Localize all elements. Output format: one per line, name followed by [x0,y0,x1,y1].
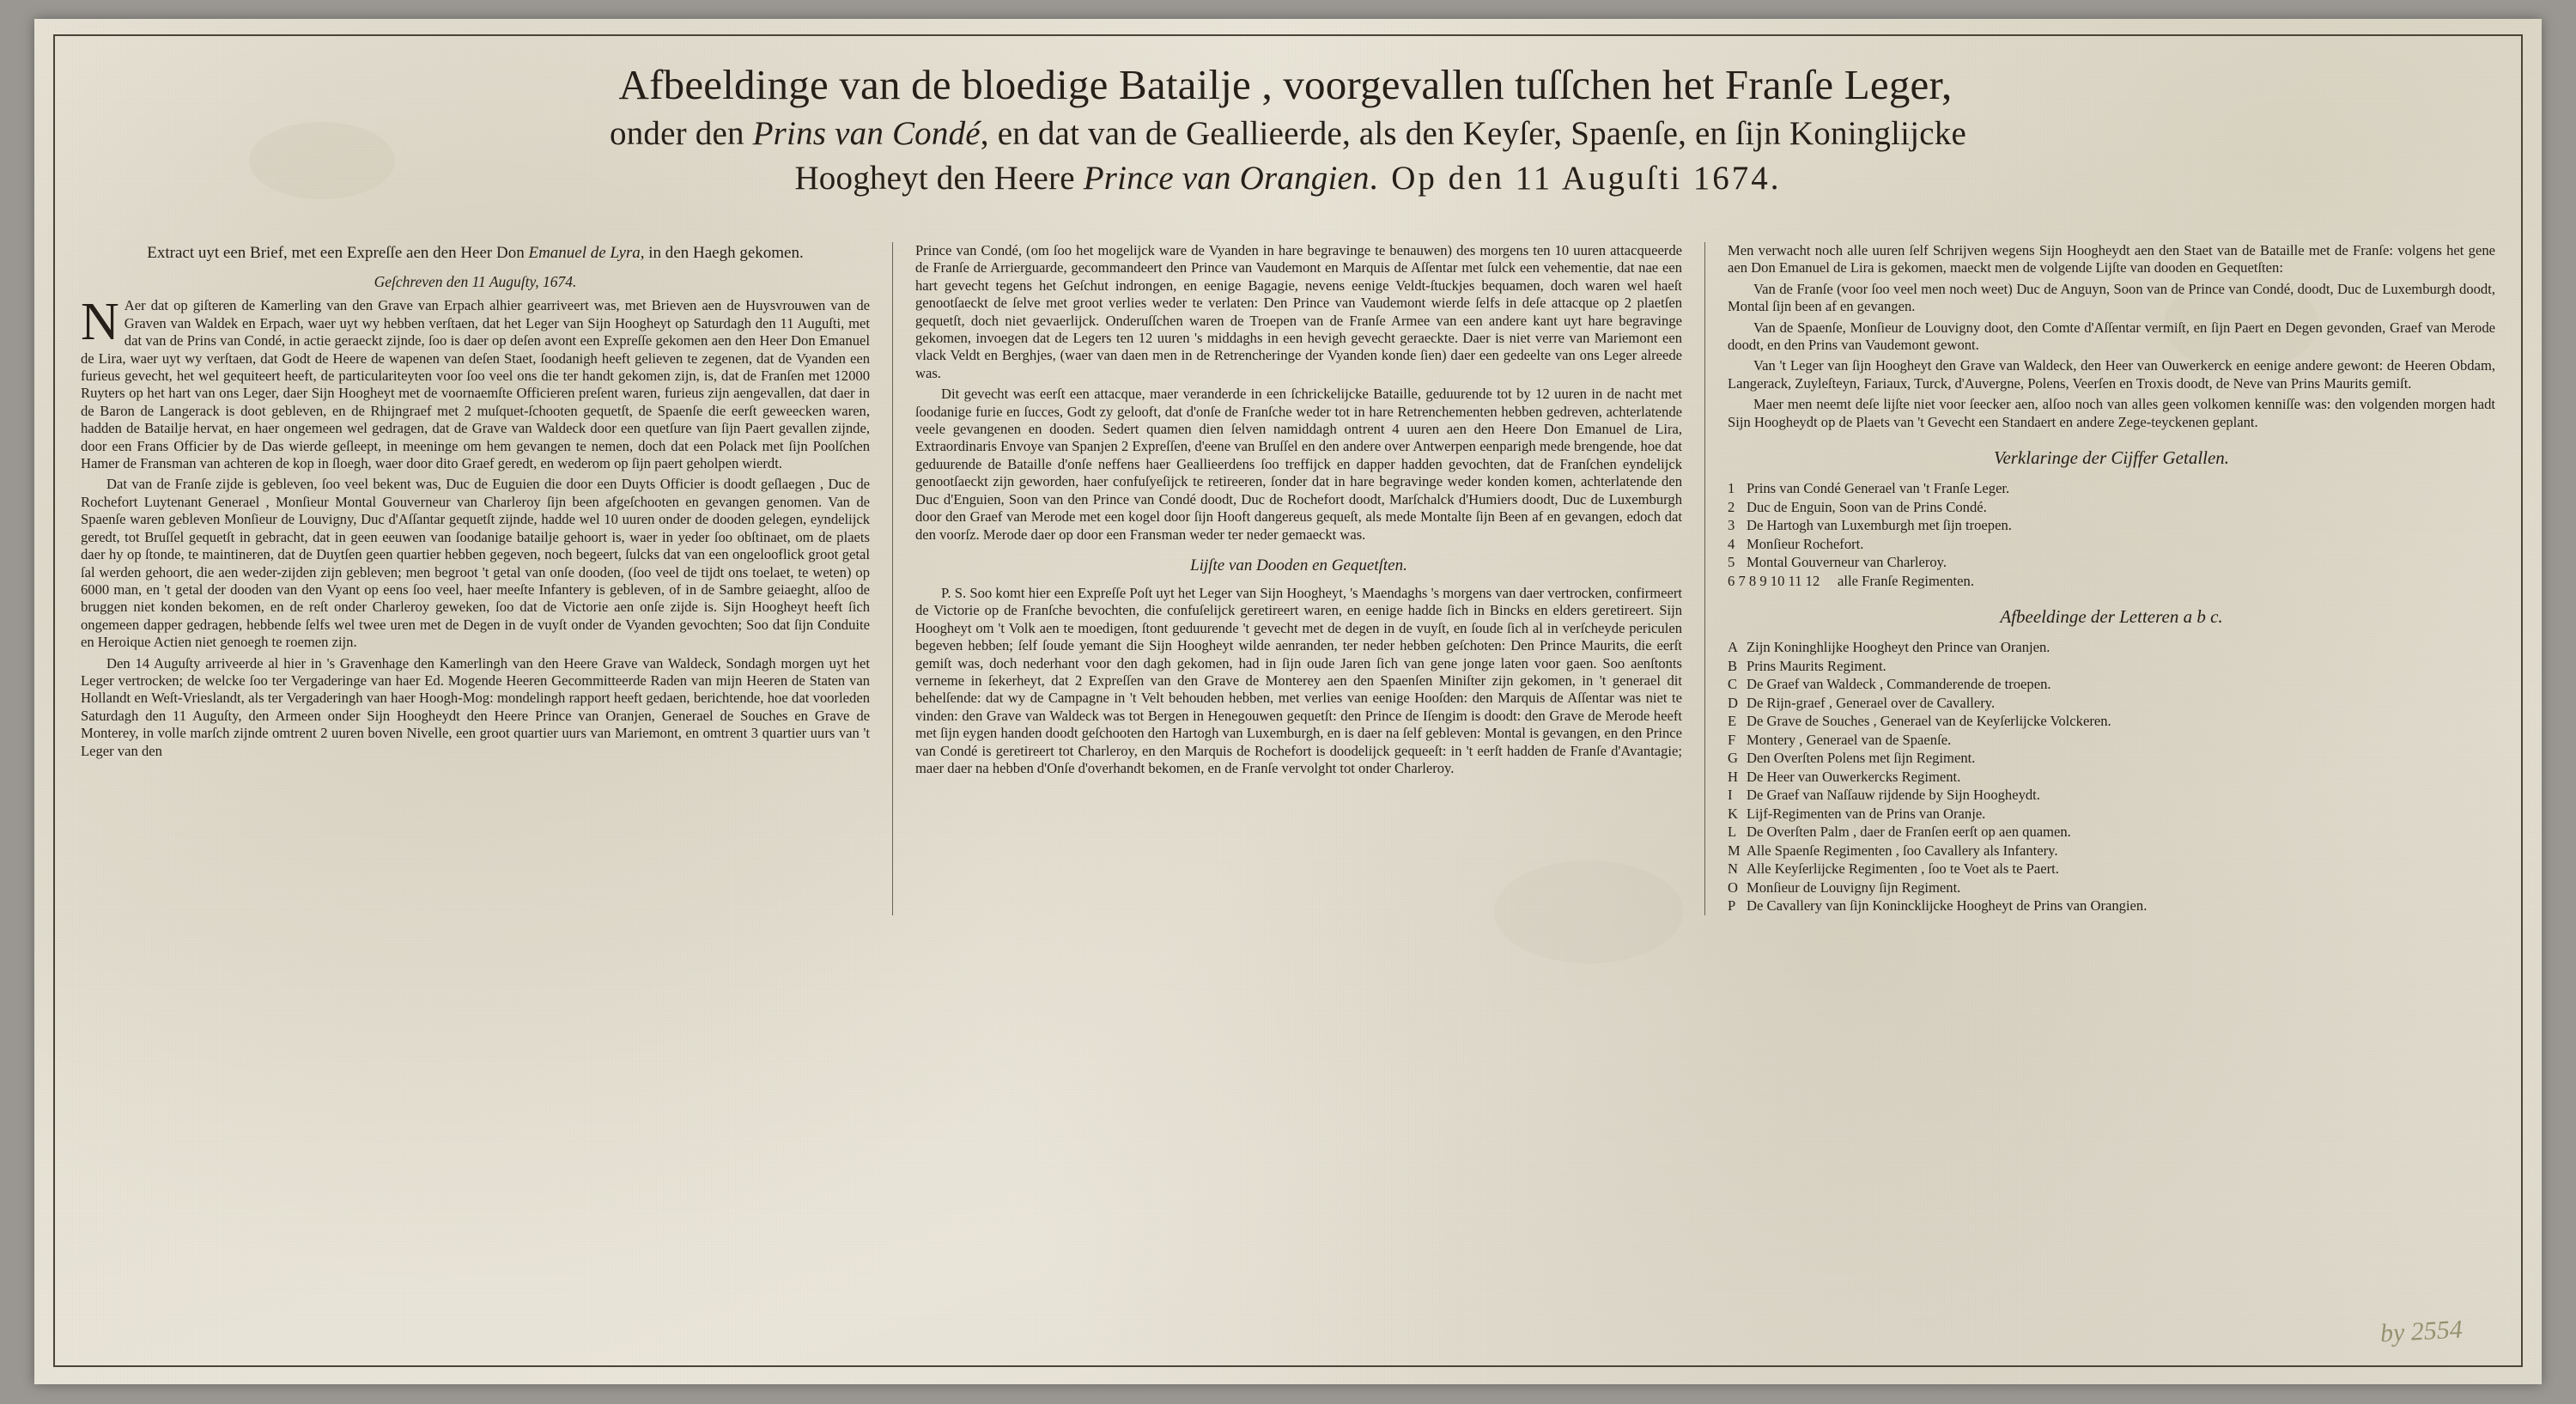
column-3-paragraph-1: Men verwacht noch alle uuren ſelf Schrijven wegens Sijn Hoogheydt aen den Staet van de Bataille met de Franſe: volgens het gene aen Don Emanuel de Lira is gekomen, maeckt men de volgende Lijſte van dooden en Gequetſten: [1728,242,2495,277]
column-3-paragraph-4: Van 't Leger van ſijn Hoogheyt den Grave van Waldeck, den Heer van Ouwerkerck en eenige andere gewont: de Heeren Obdam, Langerack, Zuyleſteyn, Fariaux, Turck, d'Auvergne, Polens, Veerſen en Troxis doodt, de Neve van Prins Maurits gemiſt. [1728,357,2495,392]
column-1 [81,242,893,915]
headline-line-3-a: Hoogheyt den Heere [794,160,1084,197]
letter-key-p: P [1728,897,1736,915]
column-1-paragraph-1-text: Aer dat op giſteren de Kamerling van den Grave van Erpach alhier gearriveert was, met Brieven aen de Huysvrouwen van de Graven van Waldek en Erpach, waer uyt wy hebben verſtaen, dat het Leger van Sijn Hoogheyt op Saturdagh den 11 Auguſti, met dat van de Prins van Condé, in actie geraeckt zijnde, ſoo is daer op deſen avont een Expreſſe gekomen aen den Heer Don Emanuel de Lira, waer uyt wy verſtaen, dat Godt de Heere de wapenen van deſen Staet, ſoodanigh heeft gelieven te zegenen, dat de Vyanden een furieus gevecht, het wel gequiteert heeft, de particulariteyten voor ſoo veel ons die ter handt gekomen zijn, is, dat de Franſen met 12000 Ruyters op het hart van ons Leger, daer Sijn Hoogheyt met de voornaemſte Officieren preſent waren, furieus zijn aengevallen, dat daer in de Baron de Langerack is doot gebleven, en de Rhijngraef met 2 muſquet-ſchooten gequetſt, de Spaenſe die eerſt geweecken waren, hadden de Batailje hervat, en haer ongemeen wel gedragen, dat de Grave van Waldeck door een quetſure van ſijn Paert gevallen zijnde, door een Frans Officier by de Das wierde geſleept, in meeninge om hem gevangen te nemen, doch dat een Polack met ſijn Poolſchen Hamer de Fransman van achteren de kop in ſloegh, waer door dito Graef geredt, en wederom op ſijn paert geholpen wierdt. [81,297,870,472]
letter-value-c: De Graef van Waldeck , Commanderende de troepen. [1747,676,2051,693]
letter-intro-b: , in den Haegh gekomen. [640,244,804,262]
letter-intro-recipient: Emanuel de Lyra [528,244,641,262]
list-item [1728,535,2495,554]
letter-key-o: O [1728,878,1738,896]
letter-dateline: Geſchreven den 11 Auguſty, 1674. [374,273,577,290]
column-3-paragraph-3: Van de Spaenſe, Monſieur de Louvigny doot, den Comte d'Aſſentar vermiſt, en ſijn Paert en Degen gevonden, Graef van Merode doodt, en den Prins van Vaudemont gewont. [1728,319,2495,354]
headline-line-1: Afbeeldinge van de bloedige Batailje , voorgevallen tuſſchen het Franſe Leger, [618,61,1953,108]
cipher-value-2: Duc de Enguin, Soon van de Prins Condé. [1747,498,1987,515]
letter-key-h: H [1728,768,1738,785]
letter-key-b: B [1728,657,1738,674]
letter-key-n: N [1728,860,1738,878]
list-item [1728,712,2495,731]
headline-line-3-b: . Op den 11 Auguſti 1674. [1369,160,1782,197]
column-1-paragraph-2: Dat van de Franſe zijde is gebleven, ſoo veel bekent was, Duc de Euguien die door een Duyts Officier is doodt geſlaegen , Duc de Rochefort Luytenant Generael , Monſieur Montal Gouverneur van Charleroy ſijn been afgeſchooten en gevangen genomen. Van de Spaenſe waren gebleven Monſieur de Louvigny, Duc d'Aſſantar gequetſt zijnde, hadde wel 10 uuren onder de dooden gelegen, eyndelijck geredt, tot Bruſſel gequetſt in gebracht, dat in geen eeuwen van ſoodanige batailje gehoort is, waer in yeder ſoo obſtinaet, om de plaets daer hy op ſtonde, te maintineren, dat de Duytſen geen quartier hebben gegeven, noch begeert, ſulcks dat van een ongelooflick groot getal ſal werden gehoort, die aen weder-zijden zijn gebleven; men begroot 't getal van onſe dooden, (ſoo veel de tijdt ons toelaet, te weten) op 6000 man, en 't getal der dooden van den Vyant op eens ſoo veel, haer meeſte Infantery is gebleven, of in de Sambre geiaeght, alſoo de bruggen niet konden bekomen, en de reſt onder Charleroy geweken, ſoo dat de Victorie aen onſe zijde is. Sijn Hoogheyt heeft ſich ongemeen dapper gedragen, hebbende ſelfs wel twee uren met de Degen in de vuyſt onder de Vyanden gevochten; Soo dat ſijn Conduite en Heroique Actien niet genoegh te roemen zijn. [81,476,870,651]
list-item [1728,768,2495,787]
letter-key-list [1728,638,2495,915]
paper-sheet [34,19,2542,1384]
letter-key-k: K [1728,805,1738,822]
letter-value-e: De Grave de Souches , Generael van de Keyſerlijcke Volckeren. [1747,713,2111,730]
letter-value-f: Montery , Generael van de Spaenſe. [1747,731,1952,748]
letter-value-a: Zijn Koninghlijke Hoogheyt den Prince van Oranjen. [1747,639,2050,656]
cipher-key-2: 2 [1728,498,1735,515]
letter-key-f: F [1728,731,1736,748]
headline-line-2 [81,112,2495,156]
cipher-key-list [1728,479,2495,590]
letter-value-h: De Heer van Ouwerkercks Regiment. [1747,768,1961,785]
letter-key-a: A [1728,639,1738,656]
cipher-value-5: Montal Gouverneur van Charleroy. [1747,554,1947,571]
list-item [1728,896,2495,915]
list-item [1728,749,2495,768]
cipher-key-4: 4 [1728,535,1735,552]
cipher-key-1: 1 [1728,480,1735,497]
letter-key-l: L [1728,824,1737,841]
list-item [1728,860,2495,878]
letter-key-heading: Afbeeldinge der Letteren a b c. [2000,606,2223,628]
casualty-list-heading: Lijſte van Dooden en Gequetſten. [1190,556,1407,574]
pencil-inventory-mark: by 2554 [2379,1315,2464,1348]
headline-line-2-b: , en dat van de Geallieerde, als den Keyſer, Spaenſe, en ſijn Koninglijcke [980,115,1966,152]
list-item [1728,638,2495,657]
headline-line-3-italic: Prince van Orangien [1083,160,1370,197]
letter-value-d: De Rijn-graef , Generael over de Cavallery. [1747,694,1996,711]
letter-key-d: D [1728,694,1738,711]
list-item [1728,553,2495,572]
letter-value-m: Alle Spaenſe Regimenten , ſoo Cavallery als Infantery. [1747,842,2058,859]
list-item [1728,731,2495,750]
letter-key-e: E [1728,713,1737,730]
drop-cap: N [81,293,119,352]
letter-key-c: C [1728,676,1738,693]
list-item [1728,694,2495,713]
letter-value-l: De Overſten Palm , daer de Franſen eerſt op aen quamen. [1747,824,2071,841]
list-item [1728,842,2495,860]
letter-value-g: Den Overſten Polens met ſijn Regiment. [1747,750,1976,767]
headline-line-2-a: onder den [610,115,753,152]
column-2 [893,242,1705,915]
cipher-value-4: Monſieur Rochefort. [1747,535,1864,552]
cipher-key-heading: Verklaringe der Cijffer Getallen. [1993,447,2230,469]
cipher-value-3: De Hartogh van Luxemburgh met ſijn troepen. [1747,517,2012,534]
list-item [1728,823,2495,842]
list-item [1728,516,2495,535]
list-item [1728,572,2495,591]
column-1-paragraph-1 [81,293,870,472]
headline-line-3 [81,156,2495,201]
letter-value-b: Prins Maurits Regiment. [1747,657,1886,674]
list-item [1728,786,2495,805]
cipher-key-5: 5 [1728,554,1735,571]
cipher-value-6-12: alle Franſe Regimenten. [1838,572,1974,589]
column-3 [1705,242,2495,915]
cipher-key-6-12: 6 7 8 9 10 11 12 [1728,572,1820,589]
list-item [1728,657,2495,676]
letter-value-n: Alle Keyſerlijcke Regimenten , ſoo te Voet als te Paert. [1747,860,2059,878]
column-3-paragraph-5: Maer men neemt deſe lijſte niet voor ſeecker aen, alſoo noch van alles geen volkomen kenniſſe was: den volgenden morgen hadt Sijn Hoogheydt op de Plaets van 't Gevecht een Standaert en andere Zege-teyckenen geplant. [1728,396,2495,430]
cipher-key-3: 3 [1728,517,1735,534]
letter-value-o: Monſieur de Louvigny ſijn Regiment. [1747,878,1961,896]
letter-key-g: G [1728,750,1738,767]
column-1-paragraph-3: Den 14 Auguſty arriveerde al hier in 's Gravenhage den Kamerlingh van den Heere Grave van Waldeck, Sondagh morgen uyt het Leger vertrocken; de welcke ſoo ter Vergaderinge van haer Ed. Mogende Heeren Gecommitteerde Raden van mijn Heeren de Staten van Hollandt en Weſt-Vrieslandt, als ter Vergaderingh van haer Hoogh-Mog: mondelingh rapport heeft gedaen, berichtende, hoe dat voorleden Saturdagh den 11 Auguſty, den Armeen onder Sijn Hoogheydt den Heere Prince van Oranjen, Generael de Souches en Grave de Monterey, in volle marſch zijnde omtrent 2 uuren boven Nivelle, een groot quartier uurs van Mariemont, en omtrent 3 quartier uurs van 't Leger van den [81,654,870,759]
letter-intro-a: Extract uyt een Brief, met een Expreſſe aen den Heer Don [147,244,529,262]
broadsheet-content [81,58,2495,1346]
list-item [1728,675,2495,694]
list-item [1728,878,2495,897]
text-columns [81,242,2495,915]
letter-key-i: I [1728,787,1733,804]
letter-value-i: De Graef van Naſſauw rijdende by Sijn Hoogheydt. [1747,787,2040,804]
letter-value-p: De Cavallery van ſijn Konincklijcke Hoogheyt de Prins van Orangien. [1747,897,2148,915]
list-item [1728,805,2495,824]
letter-value-k: Lijf-Regimenten van de Prins van Oranje. [1747,805,1986,822]
column-2-paragraph-2: Dit gevecht was eerſt een attacque, maer veranderde in een ſchrickelijcke Bataille, geduurende tot by 12 uuren in de nacht met ſoodanige furie en ſucces, Godt zy gelooft, dat d'onſe de Franſche weder tot in hare Retrenchementen hebben gedreven, achterlatende veele gevangenen en dooden. Sedert quamen dien ſelven namiddagh ontrent 4 uuren aen den Heere Don Emanuel de Lira, Extraordinaris Envoye van Spanjen 2 Expreſſen, d'eene van Bruſſel en den andere over Antwerpen eenparigh mede brengende, hoe dat geduurende de Bataille d'onſe neffens haer Geallieerdens ſoo treffijck en dapper hadden gevochten, dat de Franſchen eyndelijck genootſaeckt zijn geworden, haer confuſyeſijck te retireeren, ſonder dat in hare begravinge weder konden komen, achterlatende den Duc d'Enguien, Soon van den Prince van Condé doodt, Duc de Rochefort doodt, Marſchalck d'Humiers doodt, Duc de Luxemburgh door den Graef van Merode met een kogel door ſijn Hooft dangereus gequeſt, als mede Montalte ſijn Been af en gevangen, edoch dat den voorſz. Merode daer op door een Fransman weder ter neder gemaeckt was. [915,386,1682,543]
cipher-value-1: Prins van Condé Generael van 't Franſe Leger. [1747,480,2010,497]
column-3-paragraph-2: Van de Franſe (voor ſoo veel men noch weet) Duc de Anguyn, Soon van de Prince van Condé, doodt, Duc de Luxemburgh doodt, Montal ſijn been af en gevangen. [1728,280,2495,315]
letter-key-m: M [1728,842,1741,859]
column-2-postscript: P. S. Soo komt hier een Expreſſe Poſt uyt het Leger van Sijn Hoogheyt, 's Maendaghs 's morgens van daer vertrocken, confirmeert de Victorie op de Franſche bevochten, die confuſelijck geretireert waren, en eenige hadde ſich in Bincks en elders geretireert. Sijn Hoogheyt om 't Volk aen te moedigen, ſtont geduurende 't gevecht met de degen in de vuyſt, en ſoude ſich al in verſcheyde periculen begeven hebben; ſelf ſoude yemant die Sijn Hoogheyt wilde aenranden, ter neder hebben geſchoten: Den Prince Maurits, die eerſt gemiſt was, doch nederhant voor den dagh gekomen, had in ſijn oude Jaren ſich van gene jonge laten voor gaen. Soo aenſtonts verneme in ſekerheyt, dat 2 Expreſſen van den Grave de Monterey aen den Spaenſen Miniſter zijn gekomen, in 't generael dit behelſende: dat wy de Campagne in 't Velt behouden hebben, met verlies van eenige Hooſden: den Marquis de Aſſentar was niet te vinden: den Grave van Waldeck was tot Bergen in Henegouwen gequetſt: den Prince de Iſengim is doodt: den Grave de Merode heeft met ſijn eygen handen doodt geſchooten den Hartogh van Luxemburgh, en is daer na ſelf gebleven: Montal is gevangen, en den Prince van Condé is geretireert tot Charleroy, en den Marquis de Rochefort is doodelijck gequeeſt: in 't eerſt hadden de Franſe d'Avantagie; maer daer na hebben d'Onſe d'overhandt bekomen, en de Franſe vervolght tot onder Charleroy. [915,584,1682,776]
headline-line-2-italic: Prins van Condé [752,115,981,152]
column-2-paragraph-1: Prince van Condé, (om ſoo het mogelijck ware de Vyanden in hare begravinge te benauwen) des morgens ten 10 uuren attacqueerde de Franſe de Arrierguarde, gecommandeert den Prince van Vaudemont en Marquis de Aſſentar met ſulck een vehementie, dat nae een hart gevecht tegens het Geſchut indrongen, en eenige Bagagie, nevens eenige Veldt-ſtuckjes bequamen, doch waren wel haeſt genootſaeckt de ſelve met groot verlies weder te verlaten: Den Prince van Vaudemont wierde ſelfs in deſe attacque op 2 plaetſen gequetſt, doch niet gevaerlijck. Onderuſſchen waren de Troepen van de Franſe Armee van een andere kant uyt hare begravinge gekomen, invoegen dat de Legers ten 12 uuren 's middaghs in een hevigh gevecht geraeckte. Daer is niet verre van Mariemont een vlack Veldt en Berghjes, (waer van daen men in de Retrencheringe der Vyanden konde ſien) daer een gedeelte van ons Leger alreede was. [915,242,1682,381]
page-title [81,58,2495,201]
letter-intro [81,242,870,264]
list-item [1728,479,2495,498]
list-item [1728,498,2495,517]
